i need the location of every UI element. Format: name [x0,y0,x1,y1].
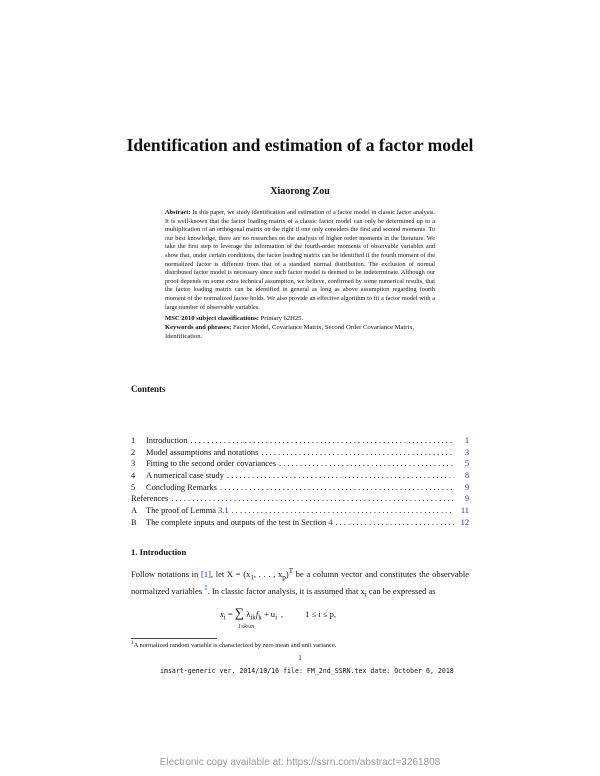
intro-text: Follow notations in [131,568,201,579]
intro-text: be a column vector and constitutes the observable normalized variables [131,568,469,597]
abstract [165,209,435,312]
abstract-text: In this paper, we study identification and estimation of a factor model in classic factor analysis. It is well-known that the factor loading matrix of a classic factor model can only be determined up to a multiplication of an orthogonal matrix on the right if one only considers the first and second moments. To our best knowledge, there are no researches on the analysis of higher order moments in the literature. We take the first step to leverage the information of the fourth-order moments of observable variables and show that, under certain conditions, the factor loading matrix can be identified if the fourth moment of the normalized factor is different from that of a standard normal distribution. The exclusion of normal distributed factor model is necessary since such factor model is deemed to be indeterminate. Although our proof depends on some extra technical assumption, we believe, confirmed by some numerical results, that the factor loading matrix can be identified in general as long as above assumption regarding fourth moment of the normalized factor holds. We also provide an effective algorithm to fit a factor model with a large number of observable variables. [165,209,435,311]
toc-page-link[interactable]: 3 [464,447,469,457]
toc-page-link[interactable]: 9 [464,482,469,492]
sum-range: 1≤k≤m [238,624,255,630]
eq-sub: i [275,613,278,622]
toc-entry[interactable] [131,505,469,517]
toc-page-link[interactable]: 1 [464,436,469,445]
toc-entry[interactable] [131,458,469,470]
toc-title: A numerical case study [146,471,224,481]
toc-leader [261,447,454,459]
ssrn-footer-link[interactable]: Electronic copy available at: https://ssrn.com/abstract=3261808 [159,757,441,768]
keywords-label: Keywords and phrases: [165,324,232,331]
section-link[interactable]: 4 [328,517,333,527]
intro-text: can be expressed as [366,586,436,597]
toc-leader [232,505,454,517]
table-of-contents [131,435,469,529]
eq-text: λ [244,609,251,619]
toc-leader [220,482,454,494]
toc-number: 4 [131,471,136,481]
toc-leader [336,517,454,529]
page-number: 1 [298,654,302,662]
intro-text: , . . . , x [253,568,283,579]
paper-title: Identification and estimation of a factor model [126,135,474,155]
math-subscript: 1 [250,573,254,582]
math-superscript: T [288,567,294,575]
keywords [165,323,435,341]
imsart-footer: imsart-generic ver. 2014/10/16 file: FM_2nd_SSRN.tex date: October 6, 2018 [160,667,454,675]
toc-entry[interactable] [131,447,469,459]
eq-condition: 1 ≤ i ≤ p, [305,609,336,619]
footnote-ref[interactable]: 1 [204,584,208,593]
contents-heading: Contents [131,384,166,394]
toc-leader [227,470,454,482]
footnote-rule [131,638,217,639]
toc-entry[interactable] [131,482,469,494]
paper-author: Xiaorong Zou [270,186,330,197]
toc-title [146,505,229,517]
toc-entry[interactable] [131,470,469,482]
toc-page-link[interactable]: 5 [464,459,469,469]
msc-label: MSC 2010 subject classifications: [165,315,259,322]
eq-text: = [225,609,235,619]
eq-var: f [255,609,259,619]
toc-leader [279,458,454,470]
lemma-link[interactable]: 3.1 [218,506,229,516]
toc-title: Fitting to the second order covariances [146,459,277,469]
equation-body: $x_i$ = ∑ $\lambda_{ik}f_k + u_i$ , 1 ≤ i ≤ p, [220,605,336,622]
toc-title-text: The complete inputs and outputs of the test in Section [146,517,329,527]
toc-leader [190,435,454,447]
intro-text: . In classic factor analysis, it is assumed that x [207,586,365,597]
toc-number: 5 [131,482,136,492]
toc-entry[interactable] [131,493,469,505]
abstract-label: Abstract: [165,209,191,216]
intro-text: ) [285,568,289,579]
citation-link[interactable]: [1] [200,568,211,579]
toc-page-link[interactable]: 8 [464,471,469,481]
math-subscript: p [282,573,286,582]
toc-number: 1 [131,436,136,445]
toc-entry[interactable] [131,435,469,447]
toc-leader [171,493,454,505]
eq-text: + u [261,609,276,619]
toc-number: 2 [131,447,136,457]
eq-sub: ik [250,613,256,622]
msc-classification [165,314,435,323]
toc-title: Model assumptions and notations [146,447,259,457]
toc-number: 3 [131,459,136,469]
intro-paragraph [131,566,469,601]
eq-sub: i [223,613,226,622]
toc-page-link[interactable]: 12 [460,517,469,527]
toc-title: Concluding Remarks [146,482,217,492]
sum-symbol: ∑ [234,605,245,620]
toc-page-link[interactable]: 9 [464,494,469,504]
toc-title-text: The proof of Lemma [146,506,219,516]
toc-number: A [131,506,138,516]
footnote-text: A normalized random variable is characterized by zero mean and unit variance. [133,642,337,650]
toc-entry[interactable] [131,517,469,529]
eq-sub: k [258,613,262,622]
toc-title: References [131,494,169,504]
toc-title [146,517,333,529]
footnote-mark: 1 [131,640,134,646]
toc-title: Introduction [146,436,188,445]
msc-value: Primary 62H25. [260,315,304,322]
footnote [131,640,469,649]
toc-number: B [131,517,137,527]
intro-text: , let X = (x [210,568,251,579]
keywords-value: Factor Model, Covariance Matrix, Second Order Covariance Matrix, Identification. [165,324,415,340]
toc-page-link[interactable]: 11 [460,506,469,516]
eq-var: x [220,609,224,619]
math-subscript: i [364,590,367,599]
section-heading: 1. Introduction [131,547,187,557]
